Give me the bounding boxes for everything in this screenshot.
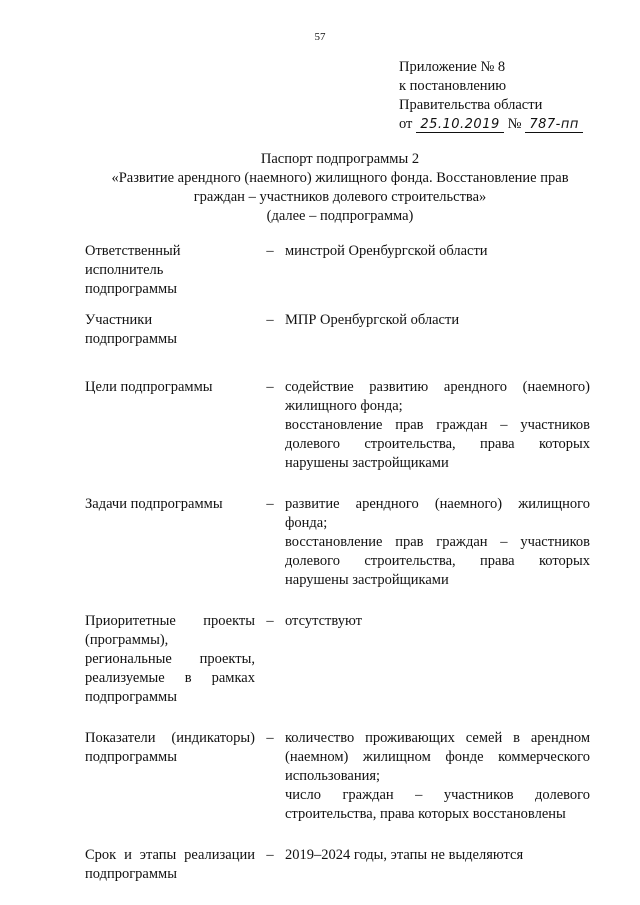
title-line-2: «Развитие арендного (наемного) жилищного фонда. Восстановление прав	[111, 170, 569, 186]
table-row	[85, 311, 590, 349]
row-value	[285, 242, 590, 261]
row-value	[285, 378, 590, 473]
value-paragraph: минстрой Оренбургской области	[285, 243, 488, 259]
row-dash: –	[266, 730, 274, 746]
row-dash: –	[266, 496, 274, 512]
row-value	[285, 311, 590, 330]
value-paragraph: количество проживающих семей в арендном (наемном) жилищном фонде коммерческого использования;	[285, 730, 590, 784]
title-line-1: Паспорт подпрограммы 2	[260, 151, 420, 167]
row-label: Приоритетные проекты (программы), региональные проекты, реализуемые в рамках подпрограммы	[85, 613, 255, 705]
value-paragraph: восстановление прав граждан – участников долевого строительства, права которых нарушены застройщиками	[285, 534, 590, 588]
value-paragraph: содействие развитию арендного (наемного) жилищного фонда;	[285, 379, 590, 414]
appendix-header	[399, 58, 619, 134]
value-paragraph: отсутствуют	[285, 613, 362, 629]
appendix-decree-ref: к постановлению	[399, 78, 507, 94]
table-row	[85, 378, 590, 473]
appendix-title: Приложение № 8	[399, 59, 506, 75]
table-row	[85, 729, 590, 824]
value-paragraph: развитие арендного (наемного) жилищного фонда;	[285, 496, 590, 531]
row-label: Срок и этапы реализации подпрограммы	[85, 847, 255, 882]
date-prefix: от	[399, 116, 413, 132]
row-dash: –	[266, 847, 274, 863]
row-value	[285, 846, 590, 865]
row-value	[285, 612, 590, 631]
table-row	[85, 612, 590, 707]
value-paragraph: МПР Оренбургской области	[285, 312, 460, 328]
row-dash: –	[266, 312, 274, 328]
number-prefix: №	[507, 116, 522, 132]
row-dash: –	[266, 379, 274, 395]
row-dash: –	[266, 613, 274, 629]
appendix-date-number	[399, 115, 619, 134]
passport-title	[60, 150, 620, 226]
row-label: Ответственный исполнитель подпрограммы	[85, 243, 181, 297]
handwritten-date: 25.10.2019	[416, 117, 504, 133]
table-row	[85, 846, 590, 884]
row-value	[285, 729, 590, 824]
title-line-3: граждан – участников долевого строительства»	[193, 189, 487, 205]
value-paragraph: 2019–2024 годы, этапы не выделяются	[285, 847, 524, 863]
row-label: Задачи подпрограммы	[85, 496, 223, 512]
row-label: Участники подпрограммы	[85, 312, 177, 347]
value-paragraph: число граждан – участников долевого строительства, права которых восстановлены	[285, 787, 590, 822]
handwritten-number: 787-пп	[525, 117, 583, 133]
row-label: Цели подпрограммы	[85, 379, 213, 395]
row-value	[285, 495, 590, 590]
value-paragraph: восстановление прав граждан – участников долевого строительства, права которых нарушены застройщиками	[285, 417, 590, 471]
page-number: 57	[314, 31, 326, 43]
row-dash: –	[266, 243, 274, 259]
row-label: Показатели (индикаторы) подпрограммы	[85, 730, 255, 765]
title-line-4: (далее – подпрограмма)	[266, 208, 414, 224]
table-row	[85, 495, 590, 590]
appendix-authority: Правительства области	[399, 97, 543, 113]
passport-table	[85, 242, 590, 884]
table-row	[85, 242, 590, 299]
